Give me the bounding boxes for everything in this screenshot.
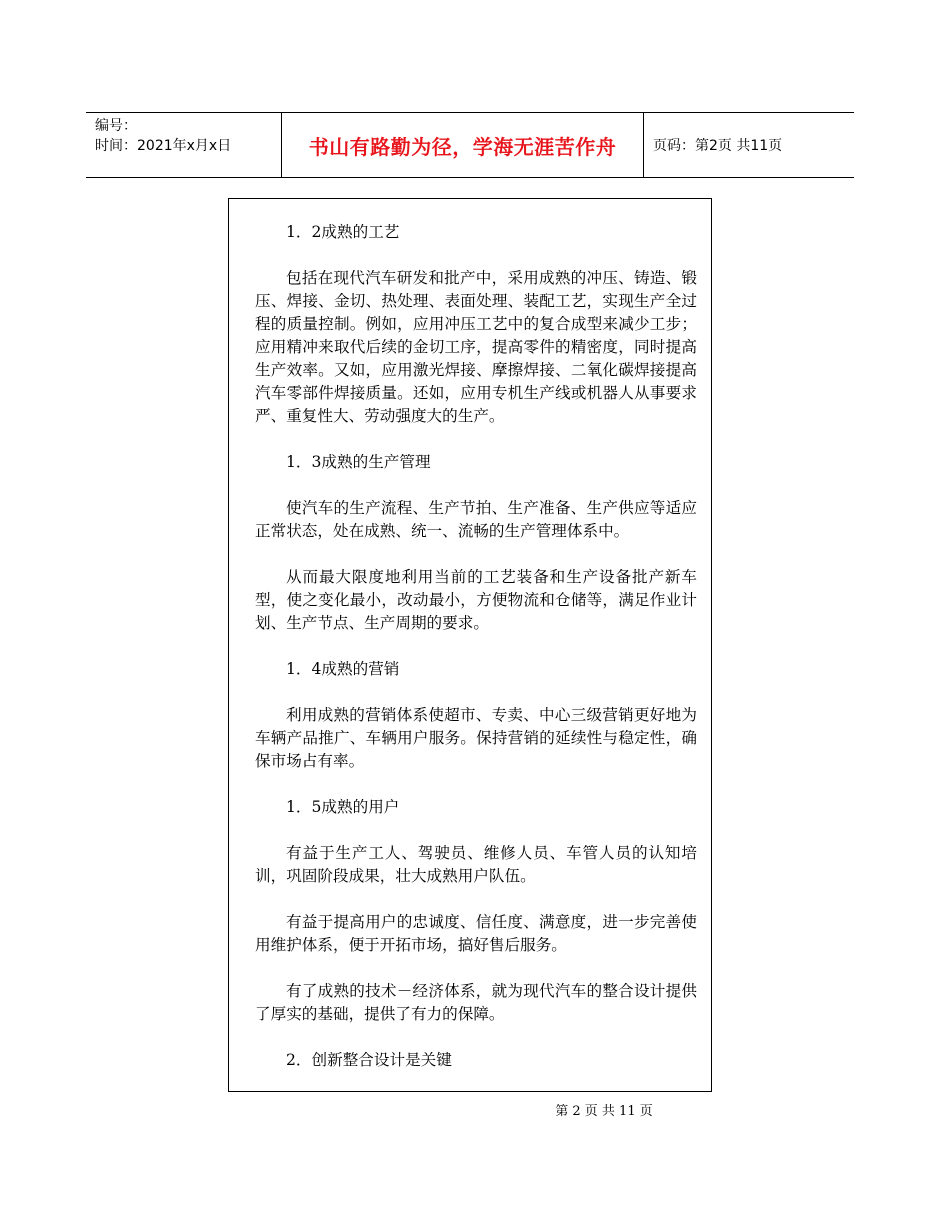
header-meta xyxy=(86,113,282,177)
spacer xyxy=(255,1026,697,1049)
paragraph: 有了成熟的技术－经济体系，就为现代汽车的整合设计提供了厚实的基础，提供了有力的保障。 xyxy=(255,982,697,1023)
spacer xyxy=(255,681,697,704)
paragraph: 利用成熟的营销体系使超市、专卖、中心三级营销更好地为车辆产品推广、车辆用户服务。保持营销的延续性与稳定性，确保市场占有率。 xyxy=(255,706,697,770)
spacer xyxy=(255,199,697,221)
date-label: 时间：2021年x月x日 xyxy=(95,138,232,154)
header-page-info-cell xyxy=(644,113,854,177)
spacer xyxy=(255,244,697,267)
paragraph: 使汽车的生产流程、生产节拍、生产准备、生产供应等适应正常状态，处在成熟、统一、流畅的生产管理体系中。 xyxy=(255,499,697,540)
section-heading-1-3: 1．3成熟的生产管理 xyxy=(286,453,431,471)
spacer xyxy=(255,888,697,911)
spacer xyxy=(255,957,697,980)
spacer xyxy=(255,474,697,497)
footer-page-number: 第 2 页 共 11 页 xyxy=(555,1104,653,1119)
paragraph: 有益于生产工人、驾驶员、维修人员、车管人员的认知培训，巩固阶段成果，壮大成熟用户队伍。 xyxy=(255,844,697,885)
serial-number-label: 编号： xyxy=(95,118,137,134)
spacer xyxy=(255,773,697,796)
section-heading-1-2: 1．2成熟的工艺 xyxy=(286,223,400,241)
paragraph: 从而最大限度地利用当前的工艺装备和生产设备批产新车型，使之变化最小，改动最小，方便物流和仓储等，满足作业计划、生产节点、生产周期的要求。 xyxy=(255,568,697,632)
document-body xyxy=(228,198,712,1092)
spacer xyxy=(255,428,697,451)
spacer xyxy=(255,635,697,658)
paragraph: 有益于提高用户的忠诚度、信任度、满意度，进一步完善使用维护体系，便于开拓市场，搞好售后服务。 xyxy=(255,913,697,954)
document-header xyxy=(86,112,854,178)
section-heading-1-4: 1．4成熟的营销 xyxy=(286,660,400,678)
header-motto-cell xyxy=(282,113,644,177)
page-footer xyxy=(0,1100,950,1119)
header-motto: 书山有路勤为径，学海无涯苦作舟 xyxy=(308,134,617,159)
header-page-info: 页码：第2页 共11页 xyxy=(653,138,783,154)
section-heading-2: 2．创新整合设计是关键 xyxy=(286,1051,452,1069)
spacer xyxy=(255,1072,697,1092)
section-heading-1-5: 1．5成熟的用户 xyxy=(286,798,400,816)
paragraph: 包括在现代汽车研发和批产中，采用成熟的冲压、铸造、锻压、焊接、金切、热处理、表面处理、装配工艺，实现生产全过程的质量控制。例如，应用冲压工艺中的复合成型来减少工步；应用精冲来取代后续的金切工序，提高零件的精密度，同时提高生产效率。又如，应用激光焊接、摩擦焊接、二氧化碳焊接提高汽车零部件焊接质量。还如，应用专机生产线或机器人从事要求严、重复性大、劳动强度大的生产。 xyxy=(255,269,697,425)
spacer xyxy=(255,543,697,566)
spacer xyxy=(255,819,697,842)
